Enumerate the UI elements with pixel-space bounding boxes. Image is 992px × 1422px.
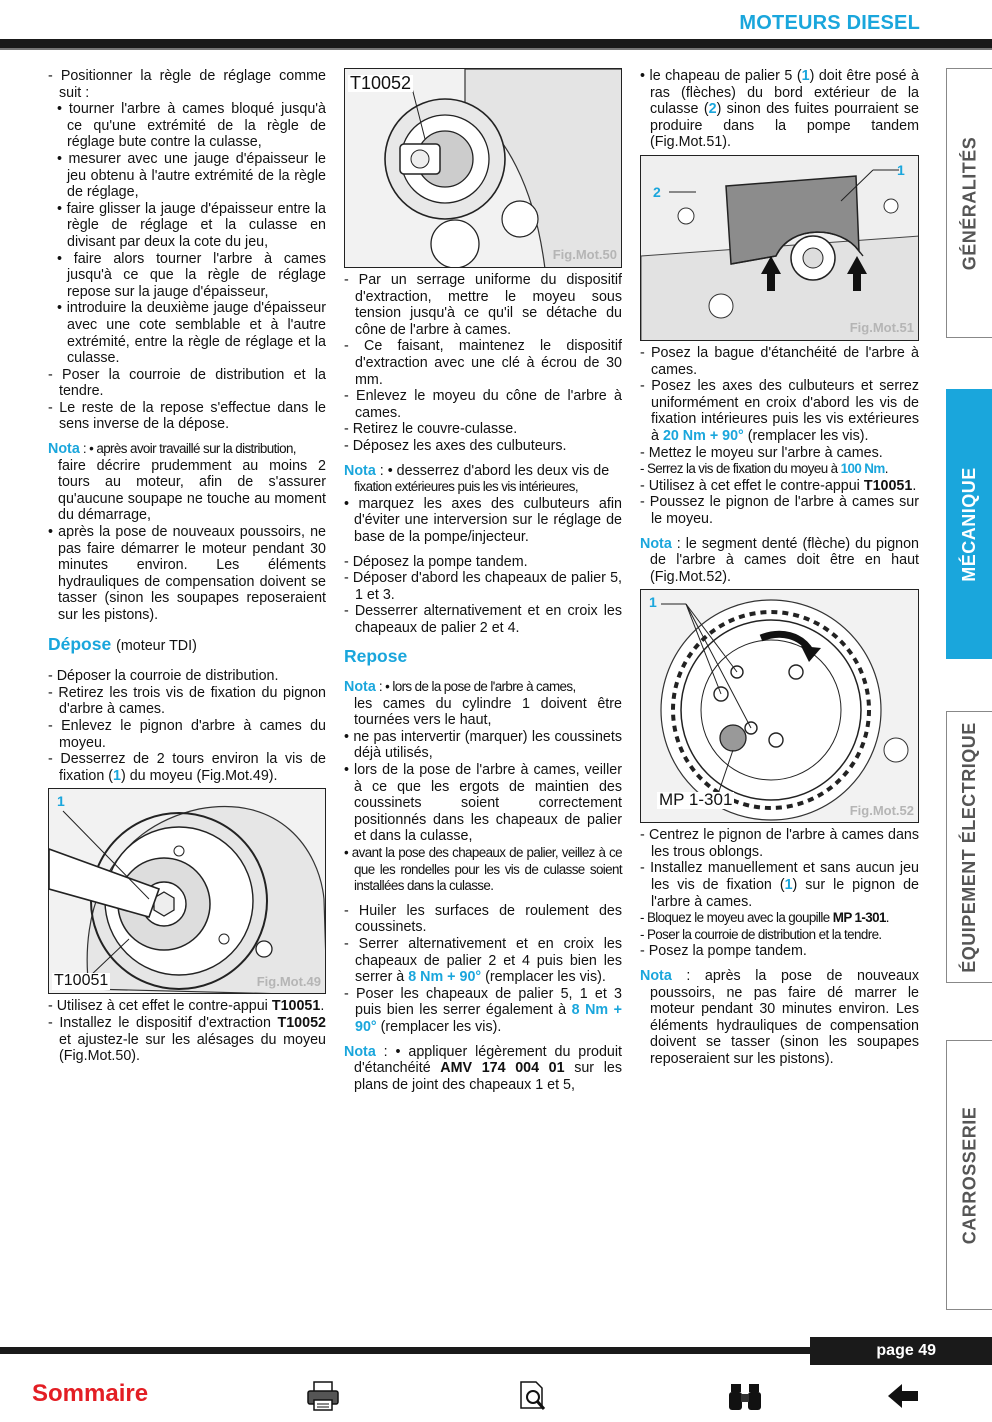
paragraph: - Desserrer alternativement et en croix les chapeaux de palier 2 et 4. — [344, 603, 622, 636]
note-text: : • appliquer légèrement du produit d'étanchéité — [354, 1043, 622, 1077]
text-span: (remplacer les vis). — [481, 969, 606, 986]
tab-label: ÉQUIPEMENT ÉLECTRIQUE — [959, 721, 979, 973]
note-label: Nota — [640, 968, 672, 985]
paragraph — [640, 860, 919, 910]
callout-number: 2 — [653, 183, 661, 200]
text-span: - Posez les axes des culbuteurs et serrez uniformément en croix d'abord les vis de fixation intérieures puis les vis extérieures à — [640, 378, 919, 444]
paragraph: - Déposez la pompe tandem. — [344, 553, 528, 570]
section-heading: Repose — [344, 646, 408, 667]
paragraph — [640, 461, 919, 478]
tab-generalites[interactable] — [946, 68, 992, 338]
figure-mot-49 — [48, 788, 326, 994]
sommaire-link[interactable]: Sommaire — [32, 1380, 149, 1407]
zoom-page-icon[interactable] — [516, 1380, 550, 1412]
note-bullet: • après la pose de nouveaux poussoirs, ne pas faire démarrer le moteur pendant 30 minutes environ. Les éléments hydrauliques de compensation doivent se tasser (sinon les soupapes reposeraient sur les pistons). — [48, 524, 326, 623]
text-span: ) sinon des fuites pourraient se produire dans la pompe tandem (Fig.Mot.51). — [650, 101, 919, 151]
tab-mecanique[interactable] — [946, 389, 992, 659]
text-span: - Utilisez à cet effet le contre-appui — [640, 477, 864, 494]
bearing-cap-illustration — [641, 156, 919, 341]
tool-reference: MP 1-301 — [659, 790, 733, 810]
callout-number: 1 — [897, 161, 905, 178]
paragraph — [344, 986, 622, 1036]
note-text: faire décrire prudemment au moins 2 tours au moteur, afin de s'assurer qu'aucune soupape ne touche au moment du démarrage, — [58, 457, 326, 524]
paragraph — [640, 378, 919, 444]
text-span: . — [884, 461, 888, 477]
text-span: ) sur le pignon de l'arbre à cames. — [651, 877, 919, 910]
paragraph: - Ce faisant, maintenez le dispositif d'extraction avec une clé à écrou de 30 mm. — [344, 338, 622, 388]
figure-caption: Fig.Mot.52 — [849, 802, 914, 818]
note-text: : le segment denté (flèche) du pignon de l'arbre à cames doit être en haut (Fig.Mot.52). — [650, 535, 919, 585]
text-span: - Installez le dispositif d'extraction — [48, 1014, 278, 1031]
text-span: - Bloquez le moyeu avec la goupille — [640, 910, 833, 926]
torque-value: 20 Nm + 90° — [662, 427, 744, 444]
bullet-item: • faire glisser la jauge d'épaisseur entre la règle de réglage et la culasse en divisant par deux la cote du jeu, — [57, 200, 326, 250]
paragraph: - Par un serrage uniforme du dispositif d'extraction, mettre le moyeu sous tension jusqu'à ce qu'il se détache du cône de l'arbre à cames. — [344, 272, 622, 338]
text-span: T10051 — [863, 477, 913, 494]
text-span: ) doit être posé à ras (flèches) du bord extérieur de la culasse ( — [650, 68, 920, 118]
torque-value: 8 Nm + 90° — [408, 969, 482, 986]
figure-mot-50 — [344, 68, 622, 268]
paragraph — [48, 1015, 326, 1065]
section-heading — [48, 633, 326, 655]
column-2 — [344, 68, 622, 1093]
note-bullet: • ne pas intervertir (marquer) les coussinets déjà utilisés, — [344, 728, 622, 762]
note-text: : • desserrez d'abord les deux vis de — [375, 462, 610, 479]
camshaft-hub-illustration — [49, 789, 326, 994]
text-span: - Utilisez à cet effet le contre-appui — [48, 998, 272, 1015]
binoculars-icon[interactable] — [728, 1380, 762, 1412]
torque-value: 8 Nm + 90° — [355, 1002, 622, 1035]
note-text: : • après avoir travaillé sur la distribution, — [79, 441, 296, 457]
camshaft-sprocket-illustration — [641, 590, 919, 823]
note — [640, 536, 919, 586]
note-text: : • lors de la pose de l'arbre à cames, — [375, 679, 576, 695]
bullet-item: • faire alors tourner l'arbre à cames jusqu'à ce que la règle de réglage repose sur la jauge d'épaisseur, — [57, 250, 326, 300]
tab-label: MÉCANIQUE — [959, 466, 980, 582]
text-span: - Serrer alternativement et en croix les chapeaux de palier 2 et 4 puis bien les serrer à — [344, 935, 622, 986]
note-label: Nota — [344, 1043, 376, 1060]
bullet-item: • mesurer avec une jauge d'épaisseur le jeu obtenu à l'autre extrémité de la règle de réglage, — [57, 150, 326, 201]
note-bullet: • marquez les axes des culbuteurs afin d'éviter une interversion sur le réglage de base de la pompe/injecteur. — [344, 495, 622, 545]
tab-equipement-electrique[interactable] — [946, 711, 992, 983]
note-bullet: • lors de la pose de l'arbre à cames, veiller à ce que les ergots de maintien des coussinets soient correctement positionnés dans les chapeaux de palier et dans la culasse, — [344, 762, 622, 845]
text-span: • le chapeau de palier 5 ( — [640, 68, 802, 84]
product-reference: AMV 174 004 01 — [440, 1060, 565, 1077]
callout-number: 1 — [57, 793, 65, 810]
paragraph: - Posez la bague d'étanchéité de l'arbre à cames. — [640, 344, 919, 378]
paragraph — [344, 936, 622, 986]
figure-caption: Fig.Mot.49 — [256, 973, 321, 989]
text-span: T10052 — [277, 1014, 326, 1031]
note — [344, 1044, 622, 1094]
note-text: fixation extérieures puis les vis intérieures, — [354, 479, 578, 495]
paragraph: - Huiler les surfaces de roulement des coussinets. — [344, 902, 622, 936]
text-span: - Poser les chapeaux de palier 5, 1 et 3 puis bien les serrer également à — [344, 985, 622, 1019]
paragraph: - Positionner la règle de réglage comme suit : — [48, 68, 326, 101]
text-span: T10051 — [271, 998, 321, 1015]
text-span: . — [912, 477, 917, 494]
tab-label: GÉNÉRALITÉS — [959, 136, 980, 270]
text-span: . — [885, 910, 889, 926]
extractor-tool-illustration — [345, 69, 622, 268]
paragraph — [48, 751, 326, 784]
paragraph: - Retirez les trois vis de fixation du pignon d'arbre à cames. — [48, 684, 326, 718]
tab-carrosserie[interactable] — [946, 1040, 992, 1310]
paragraph: - Déposez les axes des culbuteurs. — [344, 437, 567, 454]
paragraph: - Déposer d'abord les chapeaux de palier 5, 1 et 3. — [344, 570, 622, 603]
paragraph: - Enlevez le moyeu du cône de l'arbre à cames. — [344, 388, 622, 421]
torque-value: 100 Nm — [840, 461, 885, 477]
tool-reference: T10052 — [350, 73, 412, 93]
section-title: MOTEURS DIESEL — [739, 12, 920, 34]
text-span: (remplacer les vis). — [376, 1018, 502, 1035]
section-heading-sub: (moteur TDI) — [116, 637, 197, 654]
ref-number: 1 — [113, 767, 121, 784]
paragraph: - Déposer la courroie de distribution. — [48, 668, 279, 685]
paragraph: - Poussez le pignon de l'arbre à cames sur le moyeu. — [640, 494, 919, 527]
figure-mot-52 — [640, 589, 919, 823]
ref-number: 2 — [708, 101, 717, 118]
ref-number: 1 — [801, 68, 810, 84]
bullet-item: • introduire la deuxième jauge d'épaisseur avec une cote semblable et à l'autre extrémité, entre la règle de réglage et la culasse. — [57, 300, 326, 367]
paragraph: - Posez la pompe tandem. — [640, 943, 807, 960]
paragraph: - Enlevez le pignon d'arbre à cames du moyeu. — [48, 717, 326, 751]
paragraph: - Mettez le moyeu sur l'arbre à cames. — [640, 444, 883, 461]
paragraph — [640, 478, 919, 495]
text-span: (remplacer les vis). — [743, 427, 869, 444]
note-label: Nota — [344, 679, 376, 696]
bullet-item: • tourner l'arbre à cames bloqué jusqu'à ce qu'une extrémité de la règle de réglage bute contre la culasse, — [57, 101, 326, 151]
note-text: sur les plans de joint des chapeaux 1 et 5, — [354, 1060, 622, 1093]
column-3 — [640, 68, 919, 1068]
note — [48, 441, 326, 458]
tool-reference: T10051 — [54, 972, 109, 990]
text-span: - Desserrez de 2 tours environ la vis de fixation ( — [48, 751, 326, 784]
callout-number: 1 — [649, 594, 657, 611]
note — [344, 679, 622, 696]
note-label: Nota — [48, 441, 80, 458]
text-span: . — [320, 998, 325, 1015]
section-heading-title: Dépose — [48, 633, 112, 654]
header-bar — [0, 39, 992, 48]
text-span: ) du moyeu (Fig.Mot.49). — [121, 767, 278, 784]
back-arrow-icon[interactable] — [886, 1380, 920, 1412]
figure-caption: Fig.Mot.50 — [552, 247, 617, 263]
text-span: MP 1-301 — [832, 910, 886, 926]
text-span: - Installez manuellement et sans aucun jeu les vis de fixation ( — [640, 860, 919, 894]
note-text: : après la pose de nouveaux poussoirs, ne pas faire dé marrer le moteur pendant 30 minutes environ. Les éléments hydrauliques de compensation doivent se tasser (sinon les soupapes reposeraient sur les pistons). — [650, 968, 919, 1067]
paragraph — [640, 910, 919, 927]
paragraph — [48, 998, 326, 1015]
paragraph: - Poser la courroie de distribution et la tendre. — [640, 926, 882, 942]
page-number: page 49 — [810, 1337, 992, 1365]
note-text: les cames du cylindre 1 doivent être tournées vers le haut, — [354, 695, 622, 729]
note-label: Nota — [344, 462, 376, 479]
text-span: - Serrez la vis de fixation du moyeu à — [640, 461, 841, 477]
note-label: Nota — [640, 535, 672, 552]
paragraph: - Centrez le pignon de l'arbre à cames dans les trous oblongs. — [640, 827, 919, 860]
tab-label: CARROSSERIE — [959, 1106, 979, 1244]
note-bullet: • avant la pose des chapeaux de palier, veillez à ce que les rondelles pour les vis de culasse soient installées dans la culasse. — [344, 845, 622, 894]
note — [344, 463, 622, 480]
paragraph: - Poser la courroie de distribution et la tendre. — [48, 366, 326, 400]
bullet-item — [640, 68, 919, 151]
column-1 — [48, 68, 326, 1065]
figure-caption: Fig.Mot.51 — [849, 320, 914, 336]
paragraph: - Le reste de la repose s'effectue dans le sens inverse de la dépose. — [48, 399, 326, 433]
figure-mot-51 — [640, 155, 919, 341]
text-span: et ajustez-le sur les alésages du moyeu (Fig.Mot.50). — [59, 1031, 326, 1065]
ref-number: 1 — [784, 877, 793, 894]
paragraph: - Retirez le couvre-culasse. — [344, 421, 518, 438]
note — [640, 968, 919, 1068]
printer-icon[interactable] — [306, 1380, 340, 1412]
